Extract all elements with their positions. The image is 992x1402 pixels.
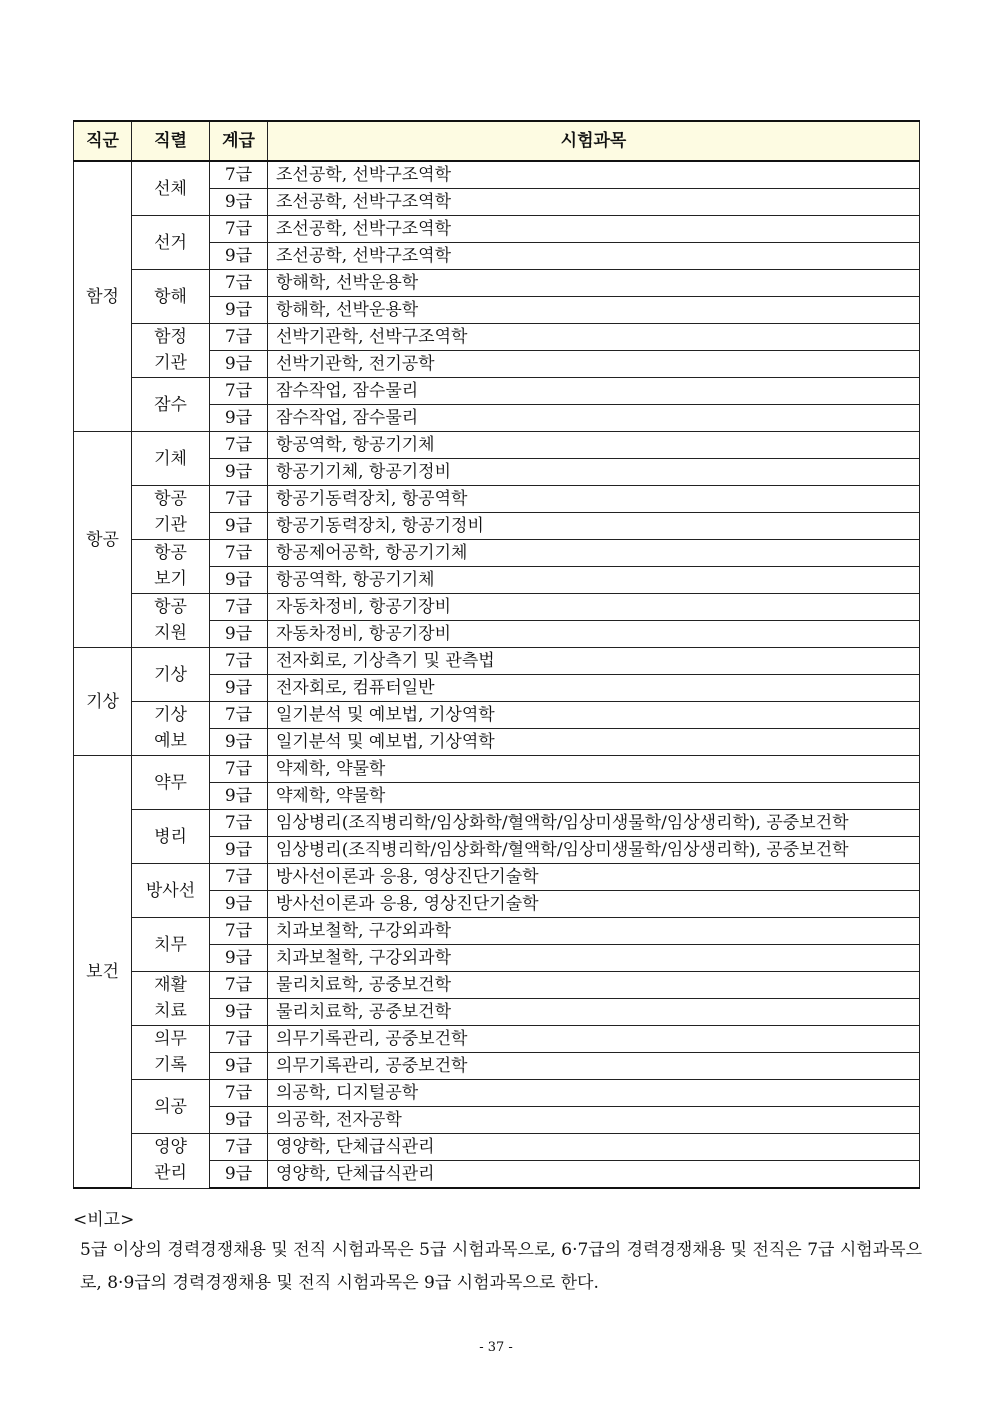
series-line: 의무	[154, 1029, 187, 1049]
subjects-cell: 조선공학, 선박구조역학	[268, 189, 920, 216]
subjects-cell: 항공제어공학, 항공기기체	[268, 540, 920, 567]
exam-subjects-table	[73, 120, 920, 1189]
table-row	[74, 324, 920, 351]
series-cell: 약무	[132, 756, 210, 810]
subjects-cell: 조선공학, 선박구조역학	[268, 216, 920, 243]
series-cell: 선거	[132, 216, 210, 270]
series-line: 항공	[154, 489, 187, 509]
series-line: 기관	[154, 515, 187, 535]
series-line: 항공	[154, 543, 187, 563]
grade-cell: 7급	[210, 1080, 268, 1107]
table-row	[74, 918, 920, 945]
series-line: 지원	[154, 623, 187, 643]
series-line: 예보	[154, 731, 187, 751]
table-row	[74, 378, 920, 405]
grade-cell: 7급	[210, 324, 268, 351]
grade-cell: 7급	[210, 972, 268, 999]
series-cell	[132, 972, 210, 1026]
subjects-cell: 자동차정비, 항공기장비	[268, 594, 920, 621]
series-cell	[132, 540, 210, 594]
series-cell: 병리	[132, 810, 210, 864]
subjects-cell: 전자회로, 기상측기 및 관측법	[268, 648, 920, 675]
subjects-cell: 의공학, 전자공학	[268, 1107, 920, 1134]
series-cell	[132, 1134, 210, 1189]
subjects-cell: 방사선이론과 응용, 영상진단기술학	[268, 891, 920, 918]
series-cell: 항해	[132, 270, 210, 324]
subjects-cell: 의무기록관리, 공중보건학	[268, 1026, 920, 1053]
series-line: 보기	[154, 569, 187, 589]
grade-cell: 7급	[210, 810, 268, 837]
page-number: - 37 -	[479, 1340, 513, 1355]
grade-cell: 7급	[210, 918, 268, 945]
grade-cell: 9급	[210, 945, 268, 972]
subjects-cell: 잠수작업, 잠수물리	[268, 378, 920, 405]
grade-cell: 9급	[210, 891, 268, 918]
table-row	[74, 756, 920, 783]
series-cell: 기체	[132, 432, 210, 486]
subjects-cell: 잠수작업, 잠수물리	[268, 405, 920, 432]
subjects-cell: 항공역학, 항공기기체	[268, 432, 920, 459]
grade-cell: 9급	[210, 1161, 268, 1189]
table-row	[74, 1134, 920, 1161]
table-row	[74, 540, 920, 567]
subjects-cell: 약제학, 약물학	[268, 783, 920, 810]
grade-cell: 9급	[210, 459, 268, 486]
subjects-cell: 일기분석 및 예보법, 기상역학	[268, 729, 920, 756]
grade-cell: 7급	[210, 432, 268, 459]
header-group: 직군	[74, 121, 132, 161]
grade-cell: 9급	[210, 1053, 268, 1080]
grade-cell: 7급	[210, 648, 268, 675]
series-cell: 선체	[132, 161, 210, 216]
group-cell: 보건	[74, 756, 132, 1189]
grade-cell: 7급	[210, 486, 268, 513]
table-row	[74, 594, 920, 621]
group-cell: 항공	[74, 432, 132, 648]
subjects-cell: 임상병리(조직병리학/임상화학/혈액학/임상미생물학/임상생리학), 공중보건학	[268, 810, 920, 837]
header-subjects: 시험과목	[268, 121, 920, 161]
subjects-cell: 항해학, 선박운용학	[268, 270, 920, 297]
grade-cell: 9급	[210, 783, 268, 810]
series-cell: 잠수	[132, 378, 210, 432]
subjects-cell: 의공학, 디지털공학	[268, 1080, 920, 1107]
subjects-cell: 항해학, 선박운용학	[268, 297, 920, 324]
series-line: 재활	[154, 975, 187, 995]
series-cell: 기상	[132, 648, 210, 702]
subjects-cell: 항공기동력장치, 항공기정비	[268, 513, 920, 540]
series-line: 관리	[154, 1163, 187, 1183]
grade-cell: 7급	[210, 540, 268, 567]
table-row	[74, 648, 920, 675]
table-row	[74, 702, 920, 729]
subjects-cell: 약제학, 약물학	[268, 756, 920, 783]
table-row	[74, 1026, 920, 1053]
subjects-cell: 항공기기체, 항공기정비	[268, 459, 920, 486]
table-row	[74, 216, 920, 243]
grade-cell: 9급	[210, 297, 268, 324]
grade-cell: 9급	[210, 405, 268, 432]
subjects-cell: 영양학, 단체급식관리	[268, 1161, 920, 1189]
subjects-cell: 물리치료학, 공중보건학	[268, 972, 920, 999]
series-line: 치료	[154, 1001, 187, 1021]
grade-cell: 7급	[210, 594, 268, 621]
series-cell: 방사선	[132, 864, 210, 918]
table-row	[74, 486, 920, 513]
table-row	[74, 432, 920, 459]
series-line: 기상	[154, 705, 187, 725]
grade-cell: 7급	[210, 161, 268, 189]
grade-cell: 9급	[210, 729, 268, 756]
grade-cell: 7급	[210, 864, 268, 891]
table-body	[74, 161, 920, 1188]
header-grade: 계급	[210, 121, 268, 161]
table-header-row	[74, 121, 920, 161]
grade-cell: 9급	[210, 999, 268, 1026]
grade-cell: 7급	[210, 756, 268, 783]
grade-cell: 9급	[210, 189, 268, 216]
grade-cell: 9급	[210, 837, 268, 864]
grade-cell: 7급	[210, 270, 268, 297]
table-row	[74, 972, 920, 999]
table-row	[74, 810, 920, 837]
series-cell	[132, 1026, 210, 1080]
series-cell	[132, 702, 210, 756]
subjects-cell: 방사선이론과 응용, 영상진단기술학	[268, 864, 920, 891]
subjects-cell: 자동차정비, 항공기장비	[268, 621, 920, 648]
grade-cell: 7급	[210, 216, 268, 243]
subjects-cell: 조선공학, 선박구조역학	[268, 243, 920, 270]
grade-cell: 9급	[210, 1107, 268, 1134]
note-body: 5급 이상의 경력경쟁채용 및 전직 시험과목은 5급 시험과목으로, 6·7급의 경력경쟁채용 및 전직은 7급 시험과목으로, 8·9급의 경력경쟁채용 및 전직 시험과목은 9급 시험과목으로 한다.	[80, 1240, 923, 1293]
subjects-cell: 전자회로, 컴퓨터일반	[268, 675, 920, 702]
series-cell	[132, 486, 210, 540]
series-cell: 치무	[132, 918, 210, 972]
subjects-cell: 의무기록관리, 공중보건학	[268, 1053, 920, 1080]
grade-cell: 7급	[210, 378, 268, 405]
note-title: <비고>	[73, 1210, 135, 1230]
grade-cell: 9급	[210, 243, 268, 270]
series-line: 항공	[154, 597, 187, 617]
table-row	[74, 864, 920, 891]
table-row	[74, 161, 920, 189]
subjects-cell: 선박기관학, 선박구조역학	[268, 324, 920, 351]
subjects-cell: 영양학, 단체급식관리	[268, 1134, 920, 1161]
subjects-cell: 선박기관학, 전기공학	[268, 351, 920, 378]
grade-cell: 9급	[210, 567, 268, 594]
table-row	[74, 270, 920, 297]
grade-cell: 7급	[210, 1134, 268, 1161]
grade-cell: 9급	[210, 675, 268, 702]
grade-cell: 9급	[210, 513, 268, 540]
table-row	[74, 1080, 920, 1107]
group-cell: 함정	[74, 161, 132, 432]
series-cell	[132, 324, 210, 378]
subjects-cell: 항공기동력장치, 항공역학	[268, 486, 920, 513]
subjects-cell: 조선공학, 선박구조역학	[268, 161, 920, 189]
grade-cell: 7급	[210, 1026, 268, 1053]
series-line: 함정	[154, 327, 187, 347]
series-line: 기관	[154, 353, 187, 373]
subjects-cell: 물리치료학, 공중보건학	[268, 999, 920, 1026]
grade-cell: 7급	[210, 702, 268, 729]
series-cell	[132, 594, 210, 648]
grade-cell: 9급	[210, 621, 268, 648]
subjects-cell: 치과보철학, 구강외과학	[268, 945, 920, 972]
subjects-cell: 임상병리(조직병리학/임상화학/혈액학/임상미생물학/임상생리학), 공중보건학	[268, 837, 920, 864]
header-series: 직렬	[132, 121, 210, 161]
subjects-cell: 일기분석 및 예보법, 기상역학	[268, 702, 920, 729]
subjects-cell: 항공역학, 항공기기체	[268, 567, 920, 594]
series-cell: 의공	[132, 1080, 210, 1134]
grade-cell: 9급	[210, 351, 268, 378]
group-cell: 기상	[74, 648, 132, 756]
subjects-cell: 치과보철학, 구강외과학	[268, 918, 920, 945]
series-line: 영양	[154, 1137, 187, 1157]
series-line: 기록	[154, 1055, 187, 1075]
